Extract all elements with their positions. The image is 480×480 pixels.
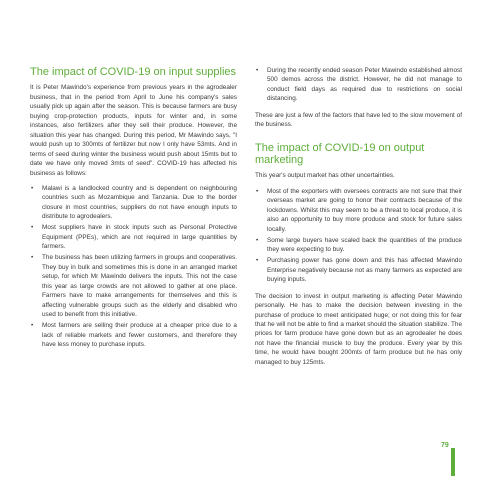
- left-column: [30, 66, 237, 356]
- closing-paragraph: The decision to invest in output marketing is affecting Peter Mawindo personally. He has to make the decision between investing in the purchase of produce to meet anticipated huge; or not doing this for fear that he will not be able to find a market should the situation stabilize. The prices for farm produce have gone down but as an agrodealer he does not have the financial muscle to buy the produce. Every year by this time, he would have bought 200mts of farm produce but he has only managed to buy 125mts.: [255, 292, 462, 366]
- output-marketing-list: [255, 187, 462, 285]
- output-marketing-intro: This year's output market has other uncertainties.: [255, 172, 395, 180]
- list-item: • Purchasing power has gone down and this has affected Mawindo Enterprise negatively because not as many farmers as expected are buying inputs.: [255, 256, 462, 284]
- input-supplies-intro: It is Peter Mawindo's experience from previous years in the agrodealer business, that in the period from April to June his company's sales usually pick up again after the season. This is because farmers are busy buying crop-protection products, inputs for winter and, in some instances, also fertilizers after they sell their produce. However, the situation this year has changed. During this period, Mr Mawindo says, "I would push up to 300mts of fertilizer but now I only have 53mts. And in terms of seed during winter the business would push about 15mts but to date we have only moved 3mts of seed". COVID-19 has affected his business as follows:: [30, 84, 237, 177]
- list-item: • Some large buyers have scaled back the quantities of the produce they were expecting to buy.: [255, 236, 462, 255]
- input-supplies-list: [30, 184, 237, 349]
- right-column: [255, 66, 462, 373]
- list-item: • The business has been utilizing farmers in groups and cooperatives. They buy in bulk and sometimes this is done in an arranged market setup, for which Mr Mawindo delivers the inputs. This not the case this year as large crowds are not allowed to gather at one place. Farmers have to make arrangements for themselves and this is affecting vulnerable groups such as the elderly and disabled who used to benefit from this initiative.: [30, 253, 237, 319]
- page-accent-bar: [451, 448, 455, 476]
- demos-list: [255, 66, 462, 104]
- output-marketing-heading: The impact of COVID-19 on output marketing: [255, 141, 425, 167]
- list-item: • Most of the exporters with oversees contracts are not sure that their overseas market are going to honor their contracts because of the lockdowns. Whilst this may seem to be a threat to local produce, it is also an opportunity to buy more produce and stock for future sales locally.: [255, 187, 462, 234]
- list-item: • Most farmers are selling their produce at a cheaper price due to a lack of reliable markets and fewer customers, and therefore they have less money to purchase inputs.: [30, 321, 237, 349]
- list-item: • Malawi is a landlocked country and is dependent on neighbouring countries such as Mozambique and Tanzania. Due to the border closure in most countries, suppliers do not have enough inputs to distribute to agrodealers.: [30, 184, 237, 222]
- input-supplies-heading: The impact of COVID-19 on input supplies: [30, 66, 237, 78]
- page-number: 79: [441, 442, 449, 449]
- factors-paragraph: These are just a few of the factors that have led to the slow movement of the business.: [255, 111, 462, 129]
- list-item: • During the recently ended season Peter Mawindo established almost 500 demos across the district. However, he did not manage to conduct field days as required due to restrictions on social distancing.: [255, 66, 462, 104]
- list-item: • Most suppliers have in stock inputs such as Personal Protective Equipment (PPEs), which are not required in large quantities by farmers.: [30, 223, 237, 251]
